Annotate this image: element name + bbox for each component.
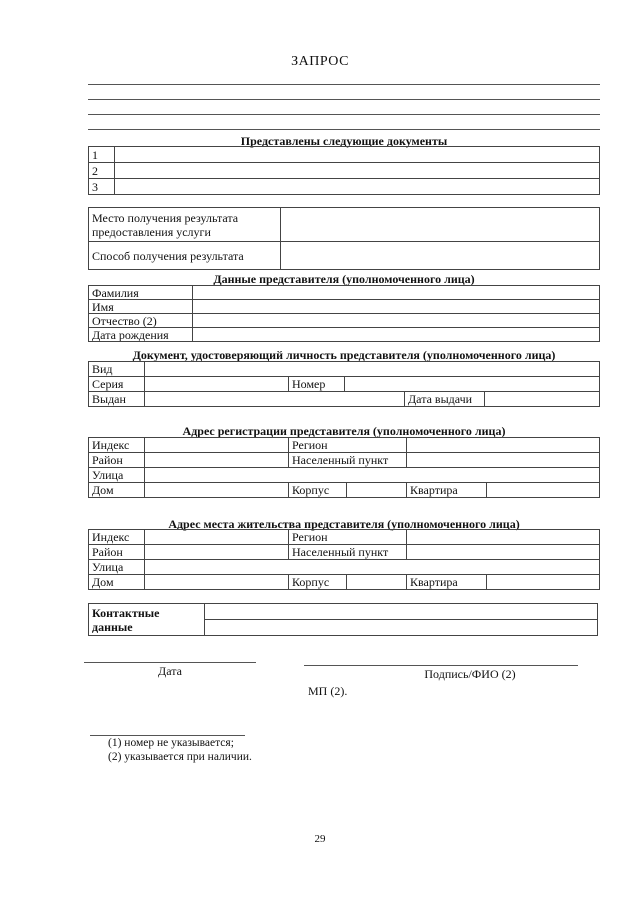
doc-row-number: 2 [89, 163, 115, 179]
page-number: 29 [314, 833, 326, 845]
district-field[interactable] [145, 545, 289, 560]
building-field[interactable] [347, 483, 407, 498]
issue-date-label: Дата выдачи [405, 392, 485, 407]
date-label: Дата [158, 664, 182, 678]
index-label: Индекс [89, 530, 145, 545]
district-label: Район [89, 453, 145, 468]
contacts-table [88, 603, 598, 636]
region-label: Регион [289, 438, 407, 453]
reg-address-table [88, 437, 600, 498]
issued-label: Выдан [89, 392, 145, 407]
series-field[interactable] [145, 377, 289, 392]
kind-field[interactable] [145, 362, 600, 377]
result-table [88, 207, 600, 270]
documents-table [88, 146, 600, 195]
result-method-field[interactable] [281, 242, 600, 270]
stamp-label: МП (2). [308, 684, 348, 698]
region-label: Регион [289, 530, 407, 545]
doc-row-number: 3 [89, 179, 115, 195]
surname-field[interactable] [193, 286, 600, 300]
birthdate-field[interactable] [193, 328, 600, 342]
doc-row-field[interactable] [115, 179, 600, 195]
series-label: Серия [89, 377, 145, 392]
date-line [84, 662, 256, 663]
apartment-field[interactable] [487, 483, 600, 498]
patronymic-field[interactable] [193, 314, 600, 328]
locality-field[interactable] [407, 545, 600, 560]
house-label: Дом [89, 575, 145, 590]
id-document-table [88, 361, 600, 407]
footnote-2: (2) указывается при наличии. [108, 751, 252, 763]
doc-row-field[interactable] [115, 163, 600, 179]
doc-row-field[interactable] [115, 147, 600, 163]
locality-label: Населенный пункт [289, 453, 407, 468]
name-field[interactable] [193, 300, 600, 314]
page-title: ЗАПРОС [291, 54, 349, 69]
footnote-rule [90, 735, 245, 736]
locality-field[interactable] [407, 453, 600, 468]
result-place-label: Место получения результата предоставления услуги [89, 208, 281, 242]
region-field[interactable] [407, 530, 600, 545]
result-place-field[interactable] [281, 208, 600, 242]
contacts-field-1[interactable] [205, 604, 598, 620]
index-label: Индекс [89, 438, 145, 453]
apartment-label: Квартира [407, 483, 487, 498]
representative-heading: Данные представителя (уполномоченного лица) [213, 272, 475, 286]
result-method-label: Способ получения результата [89, 242, 281, 270]
building-label: Корпус [289, 483, 347, 498]
representative-table [88, 285, 600, 342]
signature-line [304, 665, 578, 666]
number-label: Номер [289, 377, 345, 392]
region-field[interactable] [407, 438, 600, 453]
district-label: Район [89, 545, 145, 560]
id-document-heading: Документ, удостоверяющий личность представителя (уполномоченного лица) [132, 348, 556, 362]
res-address-table [88, 529, 600, 590]
street-label: Улица [89, 560, 145, 575]
index-field[interactable] [145, 438, 289, 453]
number-field[interactable] [345, 377, 600, 392]
house-field[interactable] [145, 575, 289, 590]
issue-date-field[interactable] [485, 392, 600, 407]
house-field[interactable] [145, 483, 289, 498]
doc-row-number: 1 [89, 147, 115, 163]
locality-label: Населенный пункт [289, 545, 407, 560]
building-field[interactable] [347, 575, 407, 590]
field-label: Имя [89, 300, 193, 314]
reg-address-heading: Адрес регистрации представителя (уполномоченного лица) [182, 424, 506, 438]
index-field[interactable] [145, 530, 289, 545]
contacts-label: Контактные данные [89, 604, 205, 636]
apartment-label: Квартира [407, 575, 487, 590]
contacts-field-2[interactable] [205, 620, 598, 636]
res-address-heading: Адрес места жительства представителя (уполномоченного лица) [168, 517, 520, 531]
field-label: Дата рождения [89, 328, 193, 342]
district-field[interactable] [145, 453, 289, 468]
apartment-field[interactable] [487, 575, 600, 590]
street-field[interactable] [145, 560, 600, 575]
field-label: Фамилия [89, 286, 193, 300]
documents-heading: Представлены следующие документы [240, 134, 448, 148]
building-label: Корпус [289, 575, 347, 590]
street-field[interactable] [145, 468, 600, 483]
house-label: Дом [89, 483, 145, 498]
footnote-1: (1) номер не указывается; [108, 737, 234, 749]
issued-field[interactable] [145, 392, 405, 407]
kind-label: Вид [89, 362, 145, 377]
street-label: Улица [89, 468, 145, 483]
field-label: Отчество (2) [89, 314, 193, 328]
signature-label: Подпись/ФИО (2) [424, 667, 516, 681]
